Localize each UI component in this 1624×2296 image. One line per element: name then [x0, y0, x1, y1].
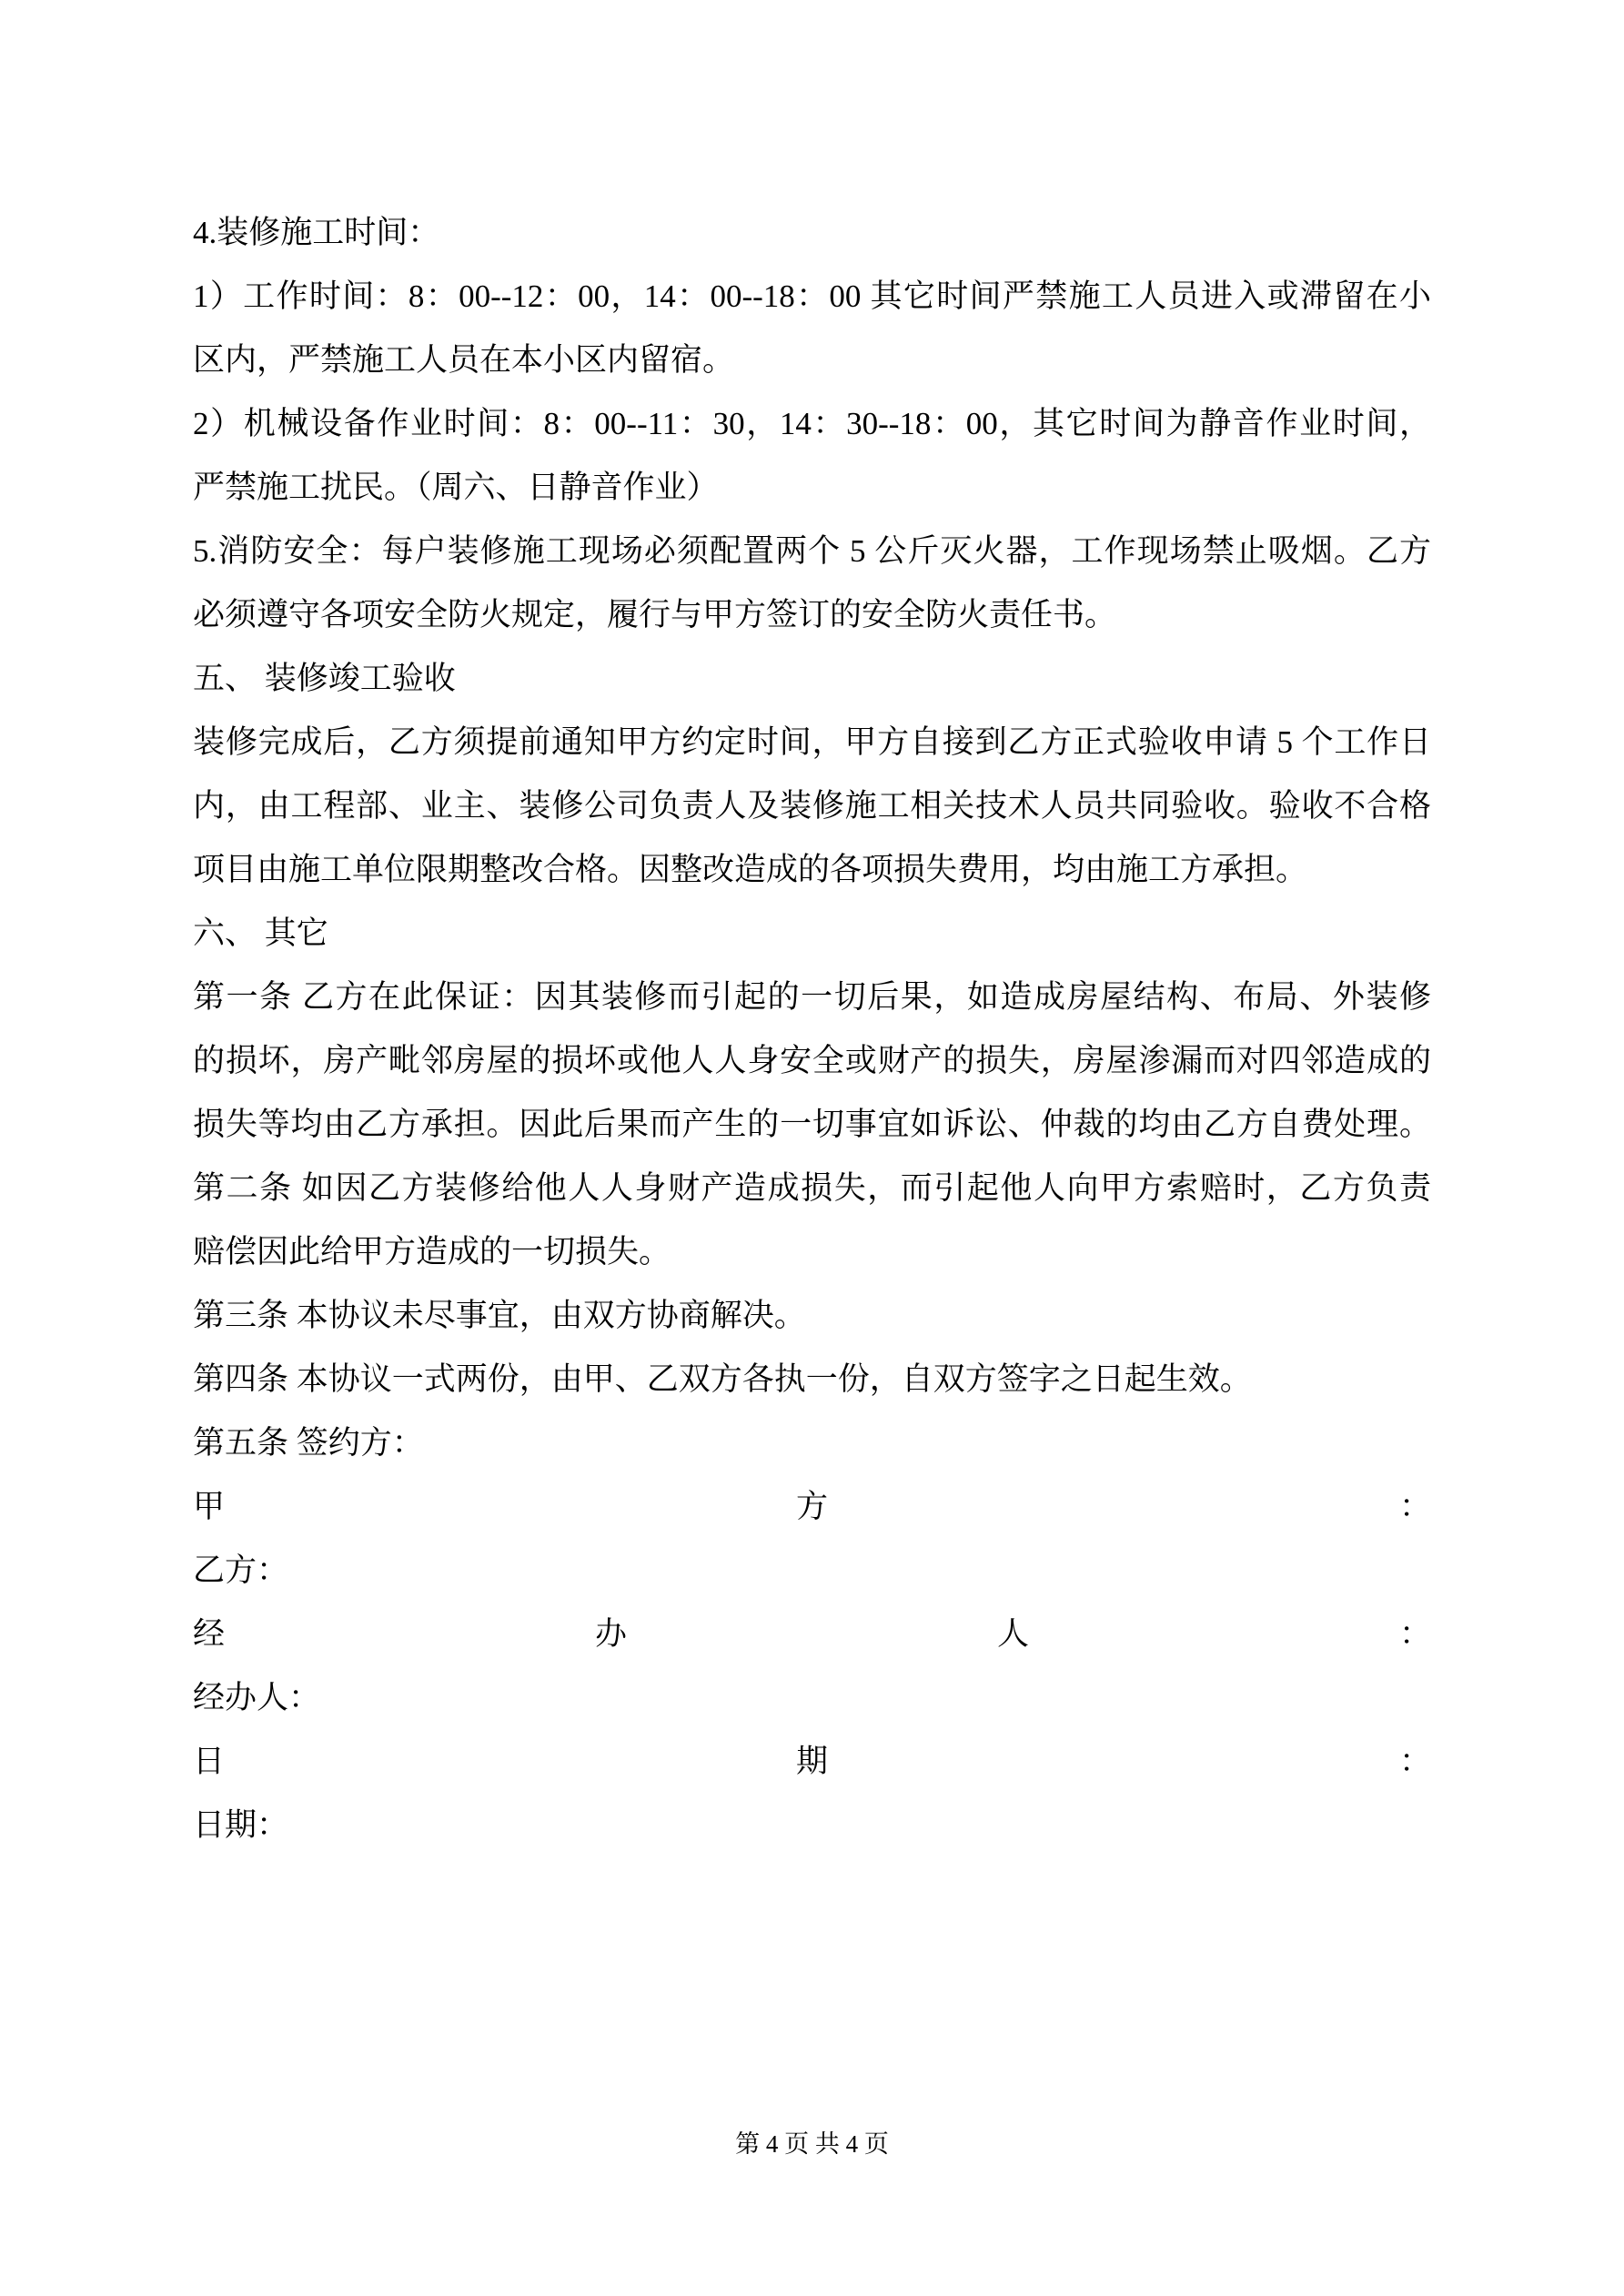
text-line: 第五条 签约方： — [193, 1425, 424, 1461]
text-line — [193, 1730, 1431, 1794]
text-line: 六、 其它 — [193, 915, 328, 951]
document-body — [193, 201, 1431, 1857]
text-line: 2）机械设备作业时间：8：00--11：30，14：30--18：00，其它时间为静音作业时间， — [193, 406, 1431, 441]
text-line: 损失等均由乙方承担。因此后果而产生的一切事宜如诉讼、仲裁的均由乙方自费处理。 — [193, 1107, 1431, 1142]
char: ： — [1398, 1489, 1431, 1524]
text-line: 1）工作时间：8：00--12：00，14：00--18：00 其它时间严禁施工人员进入或滞留在小 — [193, 278, 1431, 314]
text-line: 第四条 本协议一式两份，由甲、乙双方各执一份，自双方签字之日起生效。 — [193, 1361, 1252, 1397]
char: 日 — [193, 1744, 226, 1779]
text-line — [193, 1475, 1431, 1539]
text-line: 乙方： — [193, 1553, 289, 1588]
text-line: 内，由工程部、业主、装修公司负责人及装修施工相关技术人员共同验收。验收不合格 — [193, 788, 1431, 824]
text-line: 区内，严禁施工人员在本小区内留宿。 — [193, 342, 735, 378]
text-line: 经办人： — [193, 1680, 321, 1715]
text-line — [193, 1603, 1431, 1666]
text-line: 第二条 如因乙方装修给他人人身财产造成损失，而引起他人向甲方索赔时，乙方负责 — [193, 1170, 1431, 1206]
char: 经 — [193, 1616, 226, 1652]
text-line: 必须遵守各项安全防火规定，履行与甲方签订的安全防火责任书。 — [193, 597, 1117, 632]
char: ： — [1398, 1744, 1431, 1779]
text-line: 5.消防安全：每户装修施工现场必须配置两个 5 公斤灭火器，工作现场禁止吸烟。乙方 — [193, 533, 1431, 569]
text-line: 4.装修施工时间： — [193, 215, 440, 250]
char: ： — [1398, 1616, 1431, 1652]
text-line: 项目由施工单位限期整改合格。因整改造成的各项损失费用，均由施工方承担。 — [193, 852, 1308, 887]
text-line: 五、 装修竣工验收 — [193, 661, 456, 696]
text-line: 日期： — [193, 1807, 289, 1843]
text-line: 装修完成后，乙方须提前通知甲方约定时间，甲方自接到乙方正式验收申请 5 个工作日 — [193, 724, 1431, 760]
page-footer: 第 4 页 共 4 页 — [735, 2130, 889, 2158]
char: 期 — [795, 1744, 828, 1779]
text-line: 严禁施工扰民。（周六、日静音作业） — [193, 470, 719, 505]
text-line: 赔偿因此给甲方造成的一切损失。 — [193, 1234, 671, 1269]
text-line: 第一条 乙方在此保证：因其装修而引起的一切后果，如造成房屋结构、布局、外装修 — [193, 979, 1431, 1015]
char: 方 — [795, 1489, 828, 1524]
char: 办 — [594, 1616, 627, 1652]
text-line: 第三条 本协议未尽事宜，由双方协商解决。 — [193, 1298, 806, 1333]
text-line: 的损坏，房产毗邻房屋的损坏或他人人身安全或财产的损失，房屋渗漏而对四邻造成的 — [193, 1043, 1431, 1078]
char: 人 — [996, 1616, 1029, 1652]
char: 甲 — [193, 1489, 226, 1524]
